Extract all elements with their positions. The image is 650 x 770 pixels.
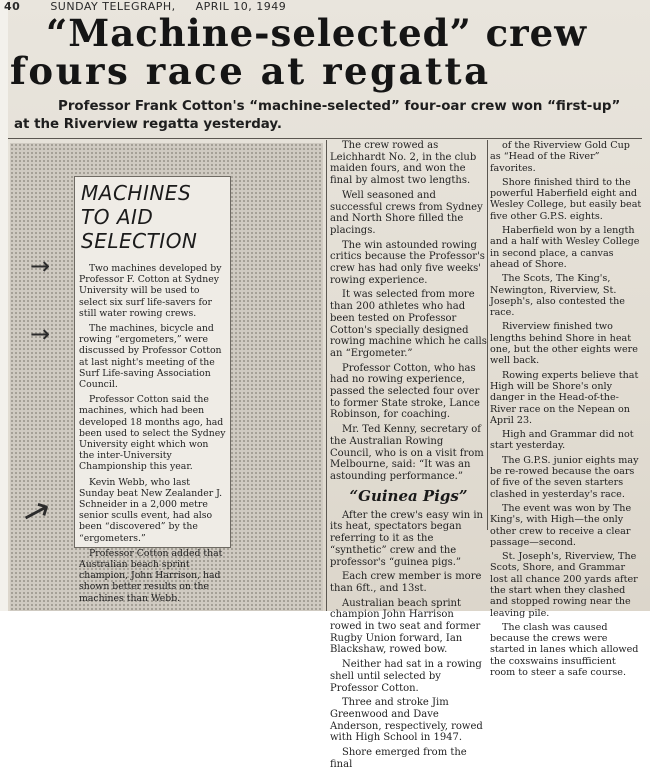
sidebar-title [81, 181, 230, 253]
article-column-3 [490, 140, 642, 679]
paragraph: The G.P.S. junior eights may be re-rowed because the oars of five of the seven starters clashed in yesterday's race. [490, 454, 639, 500]
article-column-2 [330, 140, 487, 770]
paragraph: Riverview finished two lengths behind Shore in heat one, but the other eights were well back. [490, 321, 638, 367]
paragraph: Well seasoned and successful crews from Sydney and North Shore filled the placings. [330, 189, 483, 236]
paragraph: Professor Cotton, who has had no rowing experience, passed the selected four over to former State stroke, Lance Robinson, for coaching. [330, 362, 480, 421]
paragraph: Kevin Webb, who last Sunday beat New Zealander J. Schneider in a 2,000 metre senior sculls event, had also been “discovered” by the “ergometers.” [79, 476, 223, 544]
paper-name: SUNDAY TELEGRAPH, [50, 0, 176, 13]
paragraph: Three and stroke Jim Greenwood and Dave Anderson, respectively, rowed with High School in 1947. [330, 697, 483, 744]
handwritten-arrow-icon: → [30, 252, 51, 280]
sidebar-title-line: MACHINES [81, 181, 192, 205]
headline-line-2: fours race at regatta [10, 49, 491, 93]
paragraph: of the Riverview Gold Cup as “Head of the River” favorites. [490, 140, 630, 174]
handwritten-arrow-icon: → [14, 487, 59, 537]
horizontal-rule [8, 138, 642, 139]
paragraph: After the crew's easy win in its heat, spectators began referring to it as the “synthetic” crew and the professor's “guinea pigs.” [330, 509, 483, 568]
page-number: 40 [4, 0, 21, 13]
section-subhead: “Guinea Pigs” [349, 486, 468, 505]
sidebar-title-line: SELECTION [81, 229, 198, 253]
column-rule [326, 140, 327, 611]
paragraph: The win astounded rowing critics because the Professor's crew has had only five weeks' rowing experience. [330, 239, 485, 286]
subheadline-line-1: Professor Frank Cotton's “machine-selected” four-oar crew won “first-up” [58, 99, 621, 114]
paragraph: The clash was caused because the crews were started in lanes which allowed the coxswains insufficient room to steer a safe course. [490, 621, 639, 679]
headline-line-1: “Machine-selected” crew [46, 11, 588, 55]
subheadline-line-2: at the Riverview regatta yesterday. [14, 117, 282, 132]
subheadline [14, 98, 644, 138]
paragraph: Two machines developed by Professor F. Cotton at Sydney University will be used to select six surf life-savers for still water rowing crews. [79, 263, 222, 319]
paragraph: The Scots, The King's, Newington, Riverview, St. Joseph's, also contested the race. [490, 273, 625, 319]
paragraph: St. Joseph's, Riverview, The Scots, Shore, and Grammar lost all chance 200 yards after the start when they clashed and stopped rowing near the leaving pile. [490, 551, 638, 619]
handwritten-arrow-icon: → [30, 320, 51, 348]
headline [10, 11, 645, 94]
paragraph: Professor Cotton added that Australian beach sprint champion, John Harrison, had shown better results on the machines than Webb. [79, 547, 223, 604]
paragraph: Each crew member is more than 6ft., and 13st. [330, 571, 482, 594]
column-rule [487, 140, 488, 530]
paragraph: Shore emerged from the final [330, 747, 467, 770]
paragraph: Rowing experts believe that High will be Shore's only danger in the Head-of-the-River race on the Nepean on April 23. [490, 369, 639, 426]
sidebar-title-line: TO AID [81, 205, 154, 229]
paragraph: Neither had sat in a rowing shell until selected by Professor Cotton. [330, 659, 482, 694]
issue-date: APRIL 10, 1949 [195, 0, 287, 13]
paragraph: The machines, bicycle and rowing “ergometers,” were discussed by Professor Cotton at last night's meeting of the Surf Life-saving Association Council. [79, 323, 222, 391]
paragraph: Australian beach sprint champion John Harrison rowed in two seat and former Rugby Union forward, Ian Blackshaw, rowed bow. [330, 597, 481, 656]
paragraph: Professor Cotton said the machines, which had been developed 18 months ago, had been used to select the Sydney University eight which won the inter-University Championship this year. [79, 394, 226, 473]
page-edge [0, 0, 8, 611]
paragraph: The crew rowed as Leichhardt No. 2, in the club maiden fours, and won the final by almost two lengths. [330, 140, 477, 187]
paragraph: Mr. Ted Kenny, secretary of the Australian Rowing Council, who is on a visit from Melbourne, said: “It was an astounding performance.” [330, 424, 484, 482]
paragraph: Haberfield won by a length and a half with Wesley College in second place, a canvas ahead of Shore. [490, 225, 640, 270]
sidebar-box [74, 176, 231, 604]
paragraph: Shore finished third to the powerful Haberfield eight and Wesley College, but easily beat five other G.P.S. eights. [490, 176, 642, 222]
paragraph: High and Grammar did not start yesterday. [490, 429, 634, 452]
paragraph: It was selected from more than 200 athletes who had been tested on Professor Cotton's specially designed rowing machine which he calls an “Ergometer.” [330, 289, 487, 359]
paragraph: The event was won by The King's, with High—the only other crew to receive a clear passage—second. [490, 502, 632, 548]
sidebar-body [79, 263, 226, 608]
